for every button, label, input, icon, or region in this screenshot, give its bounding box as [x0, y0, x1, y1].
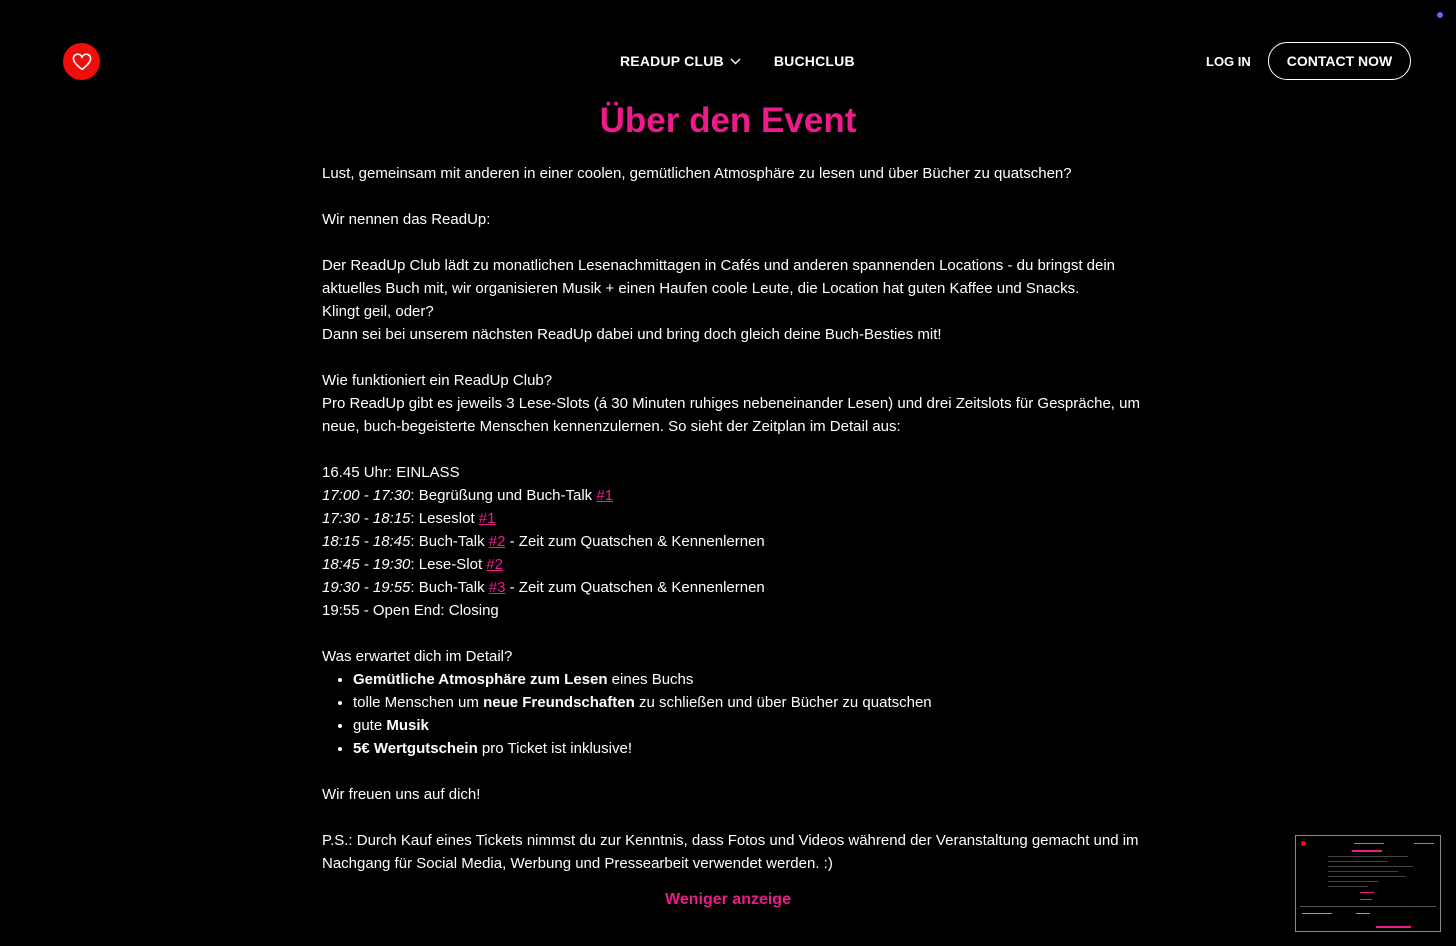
chevron-down-icon — [730, 58, 741, 65]
schedule-link[interactable]: #3 — [488, 579, 506, 596]
list-item — [353, 691, 1142, 714]
how-answer: Pro ReadUp gibt es jeweils 3 Lese-Slots (á 30 Minuten ruhiges nebeneinander Lesen) und drei Zeitslots für Gespräche, um neue, buch-begeisterte Menschen kennenzulernen. So sieht der Zeitplan im Detail aus: — [322, 395, 1140, 435]
nav-readup-club-label: READUP CLUB — [620, 53, 724, 69]
heart-icon — [72, 53, 92, 71]
list-item — [353, 737, 1142, 760]
list-item-text: pro Ticket ist inklusive! — [477, 740, 632, 757]
list-item-bold: neue Freundschaften — [483, 694, 635, 711]
page-minimap[interactable] — [1295, 835, 1441, 932]
main-nav — [620, 53, 855, 69]
schedule-text: : Begrüßung und Buch-Talk — [410, 487, 597, 504]
schedule-text: : Buch-Talk — [410, 533, 489, 550]
list-item-bold: Gemütliche Atmosphäre zum Lesen — [353, 671, 608, 688]
description-text: Der ReadUp Club lädt zu monatlichen Lesenachmittagen in Cafés und anderen spannenden Locations - du bringst dein aktuelles Buch mit, wir organisieren Musik + einen Haufen coole Leute, die Location hat guten Kaffee und Snacks. — [322, 257, 1116, 297]
how-question: Wie funktioniert ein ReadUp Club? — [322, 372, 553, 389]
list-item-text: tolle Menschen um — [353, 694, 484, 711]
list-item-text: zu schließen und über Bücher zu quatschen — [634, 694, 932, 711]
login-link[interactable]: LOG IN — [1206, 54, 1251, 69]
schedule-time: 18:15 - 18:45 — [322, 533, 411, 550]
schedule-text-after: - Zeit zum Quatschen & Kennenlernen — [505, 533, 765, 550]
contact-now-button[interactable]: CONTACT NOW — [1268, 42, 1411, 80]
schedule-text-after: - Zeit zum Quatschen & Kennenlernen — [505, 579, 765, 596]
description-text-3: Dann sei bei unserem nächsten ReadUp dabei und bring doch gleich deine Buch-Besties mit! — [322, 326, 942, 343]
list-item-bold: Musik — [386, 717, 429, 734]
intro-text: Lust, gemeinsam mit anderen in einer coolen, gemütlichen Atmosphäre zu lesen und über Bücher zu quatschen? — [322, 165, 1072, 182]
expect-list — [322, 668, 1142, 760]
schedule-text: : Buch-Talk — [410, 579, 489, 596]
list-item-bold: 5€ Wertgutschein — [353, 740, 478, 757]
schedule-item — [322, 507, 1142, 530]
schedule-time: 17:00 - 17:30 — [322, 487, 411, 504]
list-item — [353, 668, 1142, 691]
show-less-button[interactable]: Weniger anzeige — [665, 891, 791, 908]
page-title: Über den Event — [599, 101, 857, 140]
schedule-link[interactable]: #2 — [488, 533, 506, 550]
schedule-time: 19:30 - 19:55 — [322, 579, 411, 596]
schedule-item — [322, 530, 1142, 553]
schedule-text: : Lese-Slot — [410, 556, 487, 573]
schedule-link[interactable]: #1 — [596, 487, 614, 504]
nav-buchclub-label: BUCHCLUB — [773, 53, 855, 69]
nav-buchclub[interactable] — [774, 53, 855, 69]
ps-text: P.S.: Durch Kauf eines Tickets nimmst du zur Kenntnis, dass Fotos und Videos während der Veranstaltung gemacht und im Nachgang für Social Media, Werbung und Pressearbeit verwendet werden. :) — [322, 832, 1139, 872]
outro-text: Wir freuen uns auf dich! — [322, 786, 481, 803]
schedule-link[interactable]: #1 — [478, 510, 496, 527]
schedule-closing: 19:55 - Open End: Closing — [322, 602, 499, 619]
status-dot — [1437, 12, 1443, 18]
schedule-item — [322, 553, 1142, 576]
schedule-text: : Leseslot — [410, 510, 479, 527]
schedule-link[interactable]: #2 — [486, 556, 503, 573]
we-call-text: Wir nennen das ReadUp: — [322, 211, 491, 228]
schedule-item — [322, 576, 1142, 599]
nav-readup-club[interactable] — [620, 53, 741, 69]
expect-question: Was erwartet dich im Detail? — [322, 648, 513, 665]
list-item-text: gute — [353, 717, 387, 734]
event-description — [322, 162, 1142, 875]
description-text-2: Klingt geil, oder? — [322, 303, 434, 320]
home-logo[interactable] — [63, 43, 100, 80]
schedule-entry: 16.45 Uhr: EINLASS — [322, 464, 460, 481]
list-item-text: eines Buchs — [607, 671, 694, 688]
schedule-time: 18:45 - 19:30 — [322, 556, 411, 573]
list-item — [353, 714, 1142, 737]
schedule-item — [322, 484, 1142, 507]
schedule-time: 17:30 - 18:15 — [322, 510, 411, 527]
